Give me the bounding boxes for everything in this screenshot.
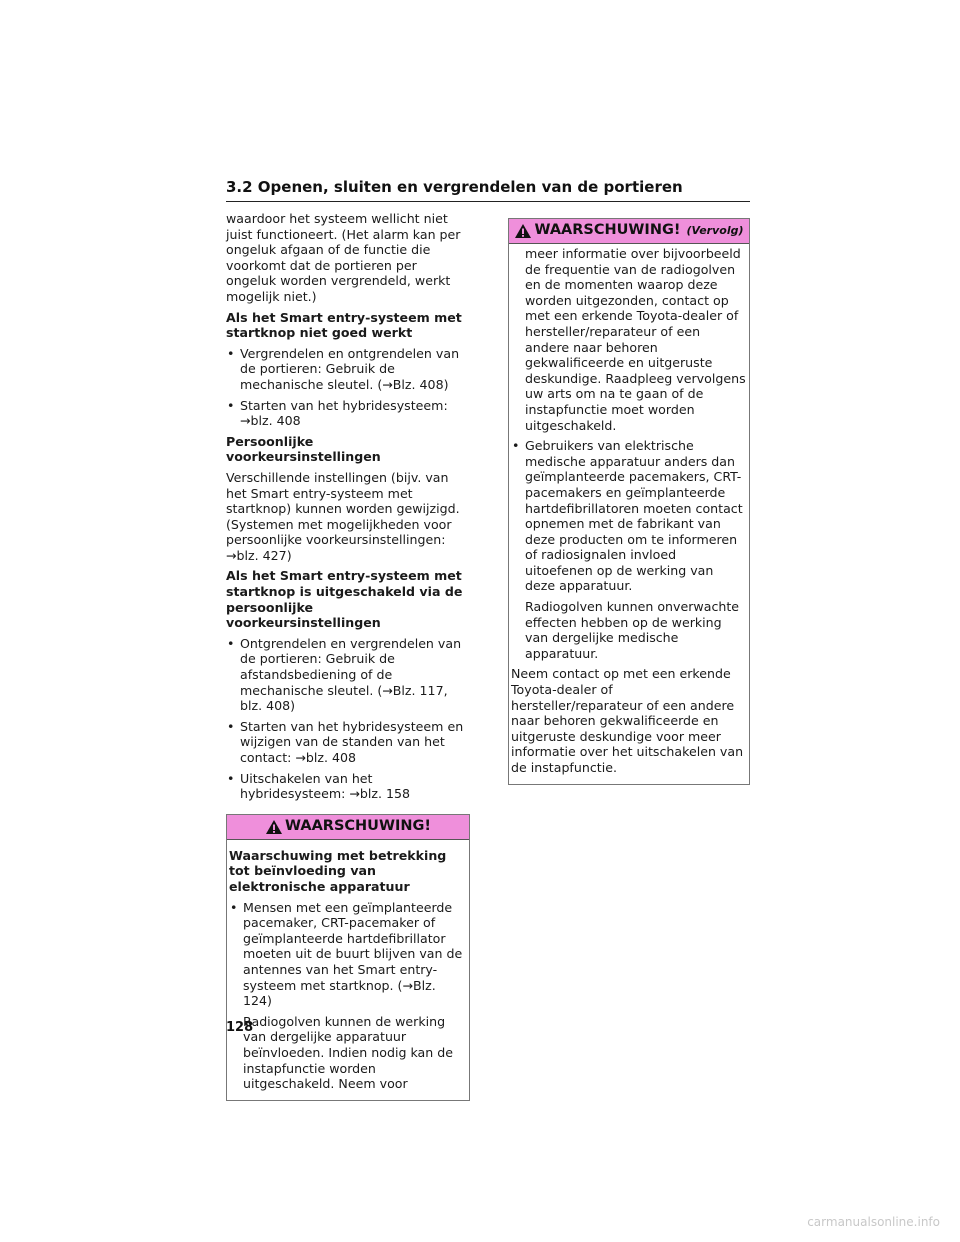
- bullet-list-disabled: [226, 636, 470, 802]
- warning-body: [227, 840, 469, 1100]
- list-item: • Ontgrendelen en vergrendelen van de portieren: Gebruik de afstandsbediening of de mechanische sleutel. (→Blz. 117, blz. 408): [226, 636, 470, 714]
- list-item: • Mensen met een geïmplanteerde pacemaker, CRT-pacemaker of geïmplanteerde hartdefibrillator moeten uit de buurt blijven van de antennes van het Smart entry-systeem met startknop. (→Blz. 124): [229, 900, 466, 1009]
- page-number: 128: [226, 1020, 254, 1035]
- warning-bullet-list: [511, 438, 746, 594]
- list-item: • Gebruikers van elektrische medische apparatuur anders dan geïmplanteerde pacemakers, CRT-pacemakers en geïmplanteerde hartdefibrillatoren moeten contact opnemen met de fabrikant van deze producten om te informeren of radiosignalen invloed uitoefenen op de werking van deze apparatuur.: [511, 438, 746, 594]
- list-item: • Starten van het hybridesysteem: →blz. 408: [226, 398, 470, 429]
- warning-continuation: Radiogolven kunnen de werking van dergelijke apparatuur beïnvloeden. Indien nodig kan de instapfunctie worden uitgeschakeld. Neem voor: [243, 1013, 453, 1092]
- section-header: 3.2 Openen, sluiten en vergrendelen van de portieren: [226, 178, 750, 202]
- list-item: • Starten van het hybridesysteem en wijzigen van de standen van het contact: →blz. 408: [226, 719, 470, 766]
- warning-header: [509, 219, 749, 244]
- warning-triangle-icon: [514, 223, 532, 239]
- warning-continuation: meer informatie over bijvoorbeeld de frequentie van de radiogolven en de momenten waarop deze worden uitgezonden, contact op met een erkende Toyota-dealer of hersteller/reparateur of een andere naar behoren gekwalificeerde en uitgeruste deskundige. Raadpleeg vervolgens uw arts om na te gaan of de instapfunctie moet worden uitgeschakeld.: [525, 246, 746, 433]
- warning-subtitle: (Vervolg): [686, 224, 744, 238]
- footer-watermark: carmanualsonline.info: [807, 1215, 940, 1229]
- heading-smart-entry-malfunction: Als het Smart entry-systeem met startknop niet goed werkt: [226, 309, 462, 341]
- warning-title: WAARSCHUWING!: [534, 222, 681, 239]
- left-column: [226, 211, 470, 1101]
- warning-box: [226, 814, 470, 1101]
- warning-bullet-list: [229, 900, 466, 1009]
- warning-header: [227, 815, 469, 840]
- heading-smart-entry-disabled: Als het Smart entry-systeem met startknop is uitgeschakeld via de persoonlijke voorkeursinstellingen: [226, 568, 463, 631]
- right-column: [508, 218, 750, 785]
- warning-subheading: Waarschuwing met betrekking tot beïnvloeding van elektronische apparatuur: [229, 847, 447, 894]
- warning-body: [509, 244, 749, 784]
- warning-box-continued: [508, 218, 750, 785]
- bullet-list-malfunction: [226, 346, 470, 429]
- list-item: • Vergrendelen en ontgrendelen van de portieren: Gebruik de mechanische sleutel. (→Blz. 408): [226, 346, 470, 393]
- warning-triangle-icon: [265, 819, 283, 835]
- warning-bullet-continuation: Radiogolven kunnen onverwachte effecten hebben op de werking van dergelijke medische apparatuur.: [525, 599, 740, 661]
- list-item: • Uitschakelen van het hybridesysteem: →blz. 158: [226, 771, 470, 802]
- warning-closing: Neem contact op met een erkende Toyota-dealer of hersteller/reparateur of een andere naar behoren gekwalificeerde en uitgeruste deskundige voor meer informatie over het uitschakelen van de instapfunctie.: [511, 666, 744, 775]
- warning-title: WAARSCHUWING!: [285, 817, 431, 834]
- intro-paragraph: waardoor het systeem wellicht niet juist functioneert. (Het alarm kan per ongeluk afgaan of de functie die voorkomt dat de portieren per ongeluk worden vergrendeld, werkt mogelijk niet.): [226, 211, 461, 304]
- personal-settings-paragraph: Verschillende instellingen (bijv. van het Smart entry-systeem met startknop) kunnen worden gewijzigd. (Systemen met mogelijkheden voor persoonlijke voorkeursinstellingen: →blz. 427): [226, 469, 460, 563]
- heading-personal-settings: Persoonlijke voorkeursinstellingen: [226, 433, 381, 465]
